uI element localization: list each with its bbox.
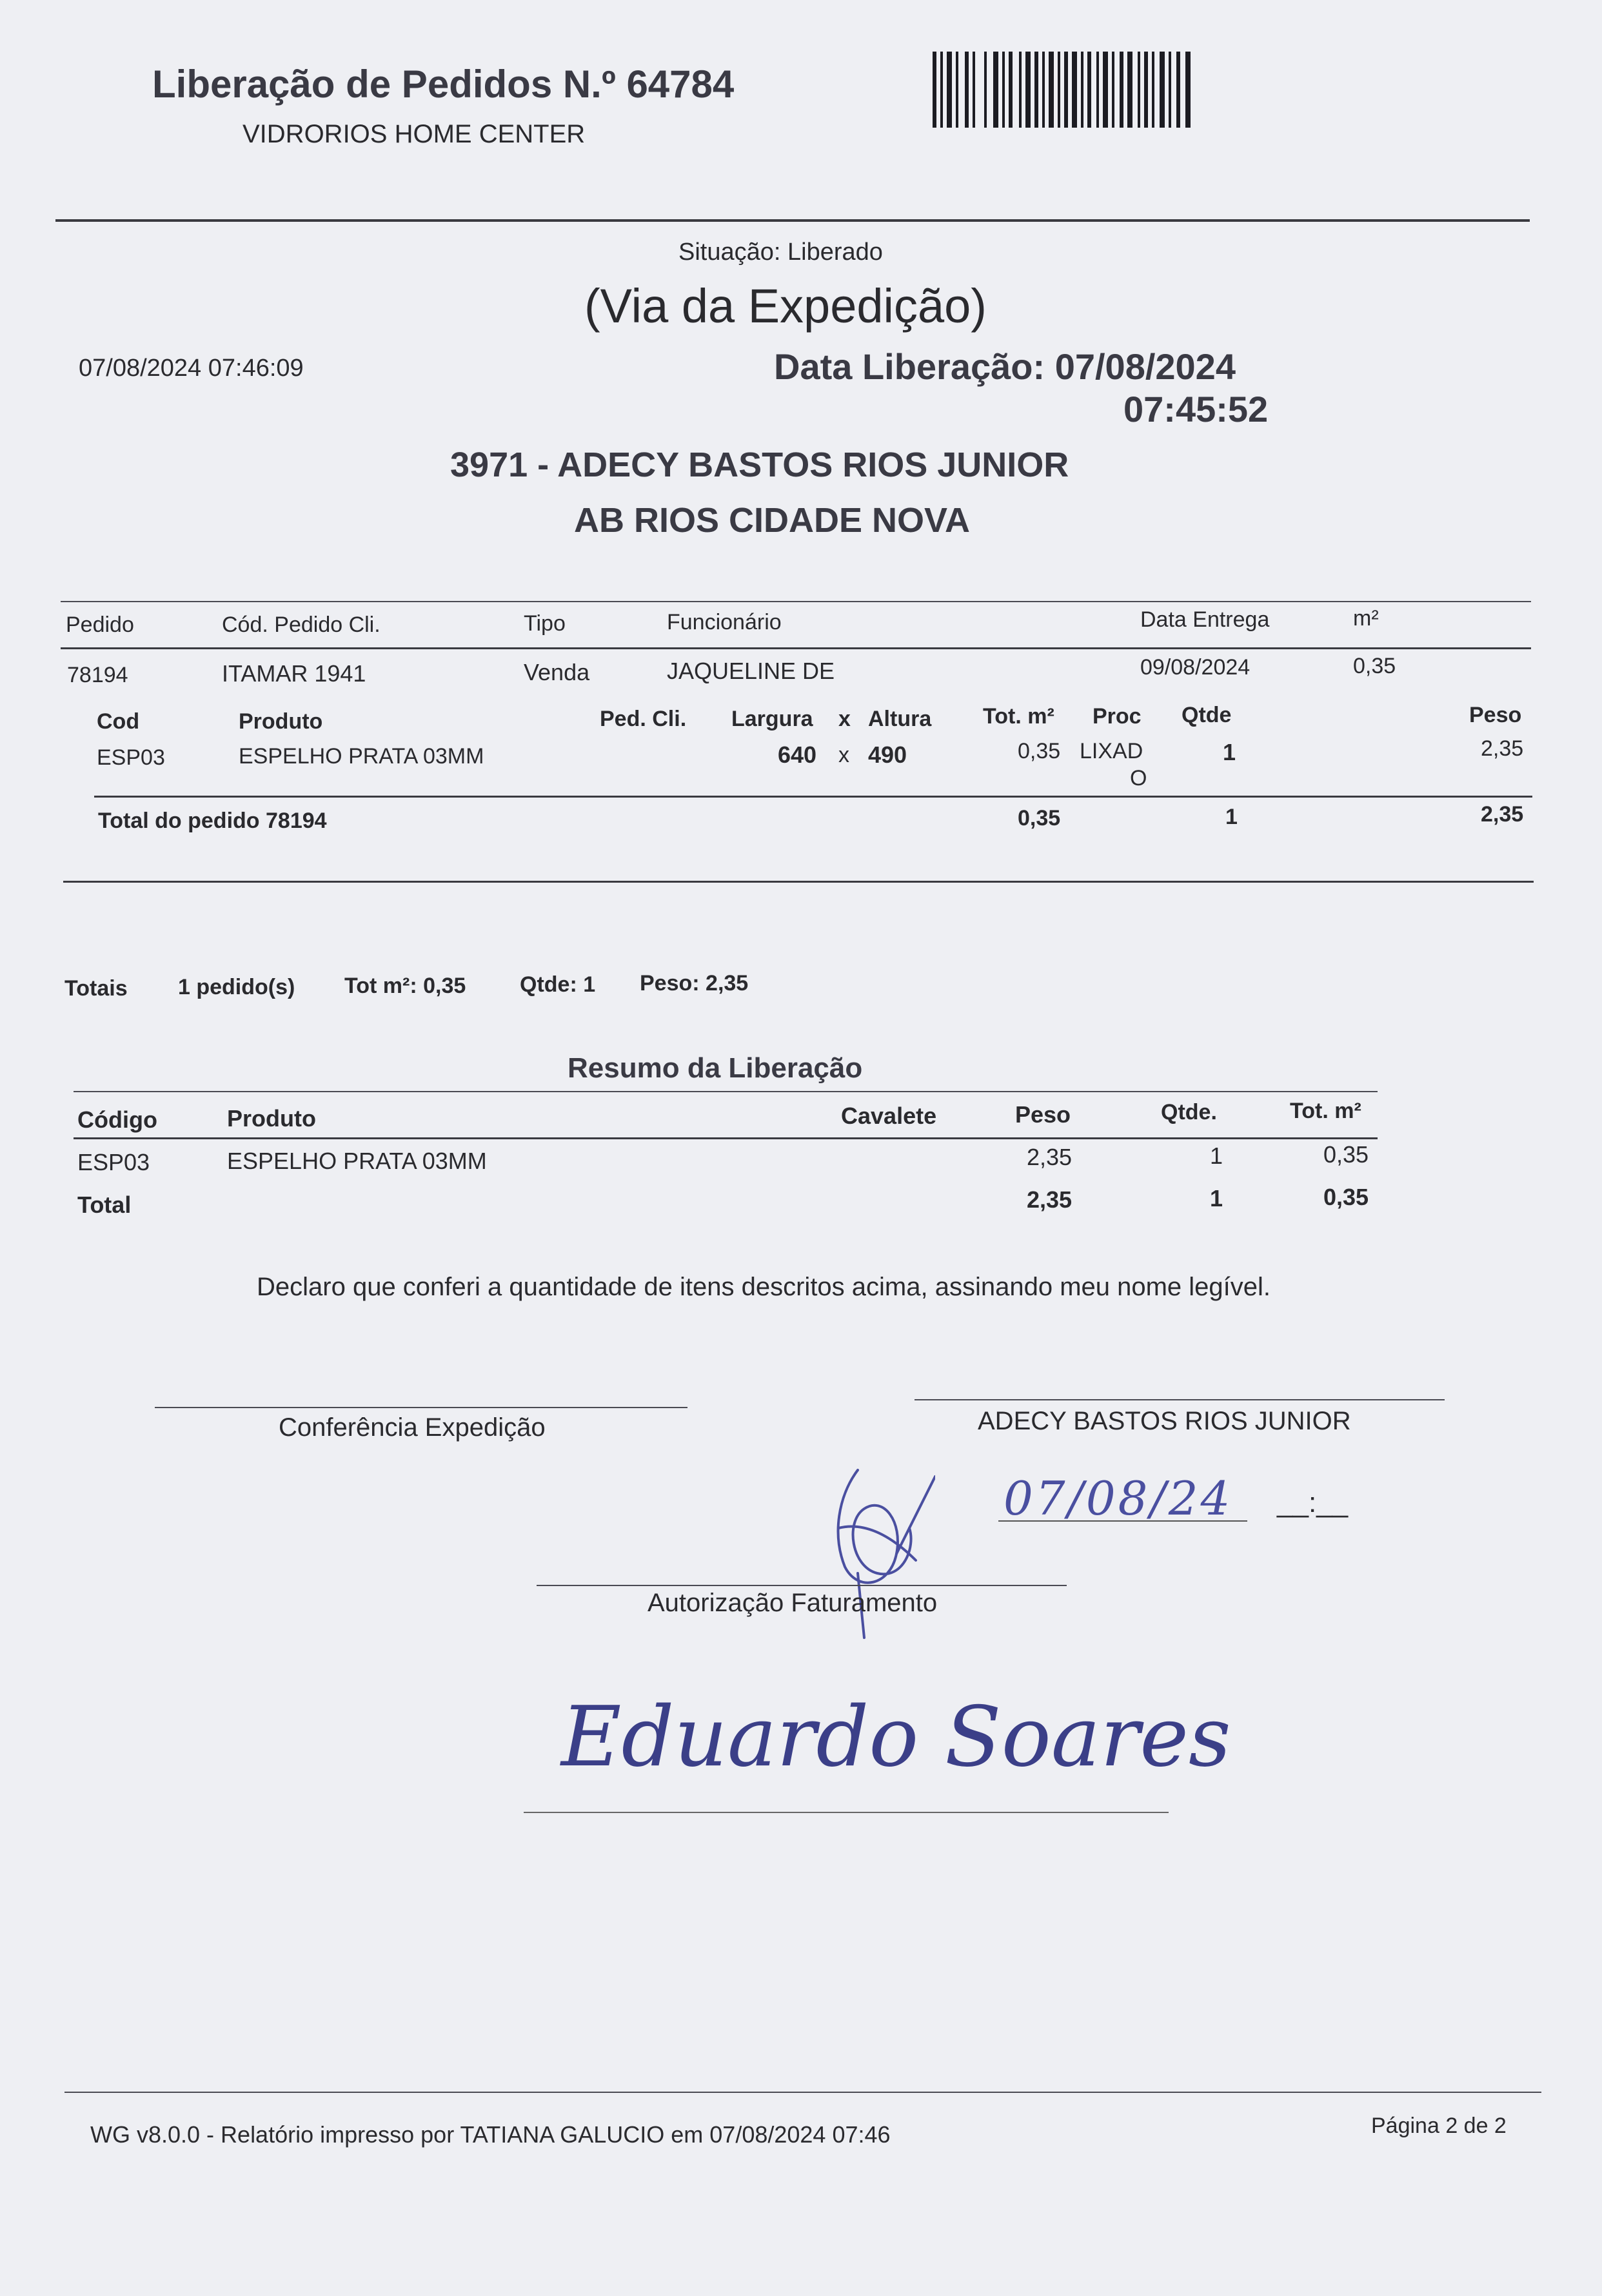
items-col-qtde: Qtde [1182, 703, 1232, 727]
order-col-cod-pedido-cli: Cód. Pedido Cli. [222, 613, 381, 637]
conferencia-signature-line [155, 1407, 687, 1408]
items-col-produto: Produto [239, 709, 323, 734]
order-tipo-value: Venda [524, 659, 590, 685]
summary-col-cavalete: Cavalete [841, 1103, 937, 1129]
handwritten-date: 07/08/24 [1004, 1471, 1233, 1526]
items-col-peso: Peso [1469, 703, 1522, 727]
totals-peso: Peso: 2,35 [640, 971, 749, 996]
items-col-x: x [838, 707, 851, 731]
summary-col-qtde: Qtde. [1161, 1100, 1217, 1124]
client-signature-line [915, 1399, 1445, 1400]
order-data-entrega-value: 09/08/2024 [1140, 655, 1251, 680]
items-col-cod: Cod [97, 709, 140, 734]
time-blank: __:__ [1277, 1487, 1349, 1518]
item-qtde: 1 [1223, 739, 1236, 765]
item-proc-line2: O [1130, 766, 1147, 790]
status-label: Situação: Liberado [678, 239, 883, 266]
declaration-text: Declaro que conferi a quantidade de itens descritos acima, assinando meu nome legível. [257, 1273, 1271, 1301]
items-col-tot-m2: Tot. m² [983, 704, 1054, 729]
order-cod-pedido-cli-value: ITAMAR 1941 [222, 660, 366, 687]
items-col-altura: Altura [868, 707, 932, 731]
document-title: Liberação de Pedidos N.º 64784 [152, 63, 735, 106]
items-col-proc: Proc [1093, 704, 1142, 729]
summary-total-tot-m2: 0,35 [1323, 1184, 1369, 1210]
order-funcionario-value: JAQUELINE DE [667, 658, 835, 684]
client-store: AB RIOS CIDADE NOVA [574, 501, 971, 540]
order-pedido-value: 78194 [67, 663, 128, 687]
autorizacao-signature-line [537, 1585, 1067, 1586]
order-col-funcionario: Funcionário [667, 610, 782, 634]
handwritten-date-underline [998, 1520, 1247, 1522]
summary-col-peso: Peso [1015, 1101, 1071, 1128]
summary-total-qtde: 1 [1210, 1185, 1223, 1212]
summary-produto-value: ESPELHO PRATA 03MM [227, 1148, 487, 1174]
order-table-header-line [61, 647, 1531, 649]
order-col-m2: m² [1353, 606, 1379, 631]
item-cod: ESP03 [97, 745, 165, 770]
client-name: 3971 - ADECY BASTOS RIOS JUNIOR [450, 446, 1069, 484]
order-col-pedido: Pedido [66, 613, 134, 637]
summary-header-line [74, 1137, 1378, 1139]
item-tot-m2: 0,35 [1018, 739, 1061, 763]
client-signature-name: ADECY BASTOS RIOS JUNIOR [978, 1407, 1351, 1435]
summary-total-label: Total [77, 1192, 132, 1218]
autorizacao-label: Autorização Faturamento [648, 1589, 938, 1617]
order-col-data-entrega: Data Entrega [1140, 607, 1270, 632]
items-total-peso: 2,35 [1481, 802, 1524, 827]
footer-printed-by: WG v8.0.0 - Relatório impresso por TATIANA GALUCIO em 07/08/2024 07:46 [90, 2121, 891, 2148]
totals-pedidos: 1 pedido(s) [178, 975, 295, 999]
items-total-tot-m2: 0,35 [1018, 806, 1061, 830]
via-label: (Via da Expedição) [584, 279, 987, 333]
summary-peso-value: 2,35 [1027, 1144, 1073, 1170]
header-divider [55, 219, 1530, 222]
handwritten-name-underline [524, 1812, 1169, 1813]
items-total-line [94, 796, 1532, 798]
summary-top-line [74, 1091, 1378, 1092]
footer-divider [64, 2092, 1541, 2093]
item-largura: 640 [778, 741, 817, 768]
release-date: Data Liberação: 07/08/2024 [774, 346, 1236, 387]
order-table-top-line [61, 601, 1531, 602]
conferencia-label: Conferência Expedição [279, 1413, 546, 1442]
items-total-label: Total do pedido 78194 [98, 809, 327, 833]
totals-label: Totais [64, 976, 128, 1001]
summary-col-tot-m2: Tot. m² [1290, 1099, 1361, 1123]
totals-qtde: Qtde: 1 [520, 972, 596, 997]
summary-total-peso: 2,35 [1027, 1186, 1073, 1213]
summary-codigo-value: ESP03 [77, 1149, 150, 1175]
order-m2-value: 0,35 [1353, 654, 1396, 678]
summary-qtde-value: 1 [1210, 1143, 1223, 1169]
barcode-icon [933, 52, 1194, 128]
company-name: VIDRORIOS HOME CENTER [242, 120, 586, 148]
summary-tot-m2-value: 0,35 [1323, 1141, 1369, 1168]
printed-datetime: 07/08/2024 07:46:09 [79, 355, 304, 382]
item-proc-line1: LIXAD [1080, 739, 1143, 763]
item-produto: ESPELHO PRATA 03MM [239, 744, 484, 769]
items-col-largura: Largura [731, 707, 813, 731]
order-col-tipo: Tipo [524, 611, 566, 636]
item-x: x [838, 743, 849, 767]
items-col-ped-cli: Ped. Cli. [600, 707, 687, 731]
summary-col-produto: Produto [227, 1105, 316, 1132]
initials-signature-icon [819, 1457, 935, 1651]
totals-tot-m2: Tot m²: 0,35 [344, 974, 466, 998]
item-peso: 2,35 [1481, 736, 1524, 761]
item-altura: 490 [868, 741, 907, 768]
summary-title: Resumo da Liberação [568, 1052, 863, 1084]
footer-page-number: Página 2 de 2 [1371, 2114, 1507, 2138]
release-time: 07:45:52 [1123, 389, 1269, 429]
items-bottom-line [63, 881, 1534, 883]
items-total-qtde: 1 [1225, 805, 1238, 829]
summary-col-codigo: Código [77, 1106, 157, 1133]
handwritten-name: Eduardo Soares [561, 1689, 1231, 1785]
